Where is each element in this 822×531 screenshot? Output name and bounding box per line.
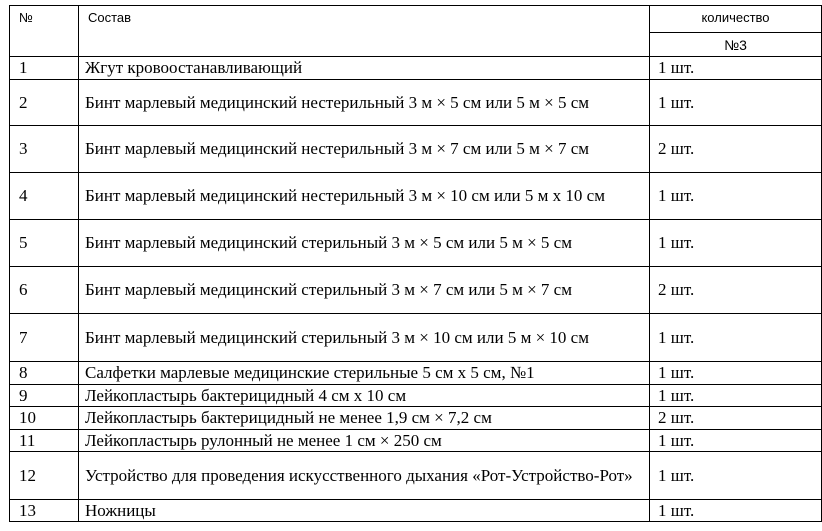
item-name: Лейкопластырь бактерицидный не менее 1,9 см × 7,2 см xyxy=(79,407,650,430)
item-quantity: 2 шт. xyxy=(650,407,822,430)
item-quantity: 1 шт. xyxy=(650,220,822,267)
quantity-column-header: количество xyxy=(650,6,822,33)
item-quantity: 1 шт. xyxy=(650,57,822,80)
row-number: 3 xyxy=(10,126,79,173)
item-name: Лейкопластырь рулонный не менее 1 см × 250 см xyxy=(79,430,650,452)
table-row xyxy=(10,500,822,522)
item-quantity: 1 шт. xyxy=(650,80,822,126)
row-number: 2 xyxy=(10,80,79,126)
row-number: 9 xyxy=(10,385,79,407)
table-body xyxy=(10,6,822,522)
row-number: 8 xyxy=(10,362,79,385)
table-row xyxy=(10,220,822,267)
item-name: Бинт марлевый медицинский стерильный 3 м × 5 см или 5 м × 5 см xyxy=(79,220,650,267)
number-column-header: № xyxy=(10,6,79,57)
item-name: Устройство для проведения искусственного дыхания «Рот-Устройство-Рот» xyxy=(79,452,650,500)
item-quantity: 2 шт. xyxy=(650,126,822,173)
item-name: Салфетки марлевые медицинские стерильные 5 см x 5 см, №1 xyxy=(79,362,650,385)
row-number: 12 xyxy=(10,452,79,500)
item-name: Бинт марлевый медицинский нестерильный 3 м × 7 см или 5 м × 7 см xyxy=(79,126,650,173)
table-row xyxy=(10,452,822,500)
row-number: 13 xyxy=(10,500,79,522)
table-row xyxy=(10,314,822,362)
table-row xyxy=(10,407,822,430)
kit-composition-table xyxy=(9,5,822,522)
row-number: 1 xyxy=(10,57,79,80)
item-quantity: 1 шт. xyxy=(650,430,822,452)
table-row xyxy=(10,173,822,220)
row-number: 5 xyxy=(10,220,79,267)
item-quantity: 1 шт. xyxy=(650,362,822,385)
composition-column-header: Состав xyxy=(79,6,650,57)
table-row xyxy=(10,430,822,452)
row-number: 11 xyxy=(10,430,79,452)
item-name: Бинт марлевый медицинский нестерильный 3 м × 5 см или 5 м × 5 см xyxy=(79,80,650,126)
item-name: Ножницы xyxy=(79,500,650,522)
item-name: Бинт марлевый медицинский нестерильный 3 м × 10 см или 5 м x 10 см xyxy=(79,173,650,220)
item-name: Жгут кровоостанавливающий xyxy=(79,57,650,80)
header-row xyxy=(10,6,822,33)
item-quantity: 2 шт. xyxy=(650,267,822,314)
table-row xyxy=(10,126,822,173)
table-row xyxy=(10,57,822,80)
item-quantity: 1 шт. xyxy=(650,452,822,500)
item-name: Лейкопластырь бактерицидный 4 см x 10 см xyxy=(79,385,650,407)
item-name: Бинт марлевый медицинский стерильный 3 м × 10 см или 5 м × 10 см xyxy=(79,314,650,362)
item-quantity: 1 шт. xyxy=(650,173,822,220)
item-name: Бинт марлевый медицинский стерильный 3 м × 7 см или 5 м × 7 см xyxy=(79,267,650,314)
kit-set-number-header: №3 xyxy=(650,33,822,57)
item-quantity: 1 шт. xyxy=(650,314,822,362)
table-row xyxy=(10,362,822,385)
table-row xyxy=(10,267,822,314)
table-row xyxy=(10,80,822,126)
item-quantity: 1 шт. xyxy=(650,385,822,407)
row-number: 7 xyxy=(10,314,79,362)
item-quantity: 1 шт. xyxy=(650,500,822,522)
row-number: 10 xyxy=(10,407,79,430)
row-number: 4 xyxy=(10,173,79,220)
row-number: 6 xyxy=(10,267,79,314)
table-row xyxy=(10,385,822,407)
